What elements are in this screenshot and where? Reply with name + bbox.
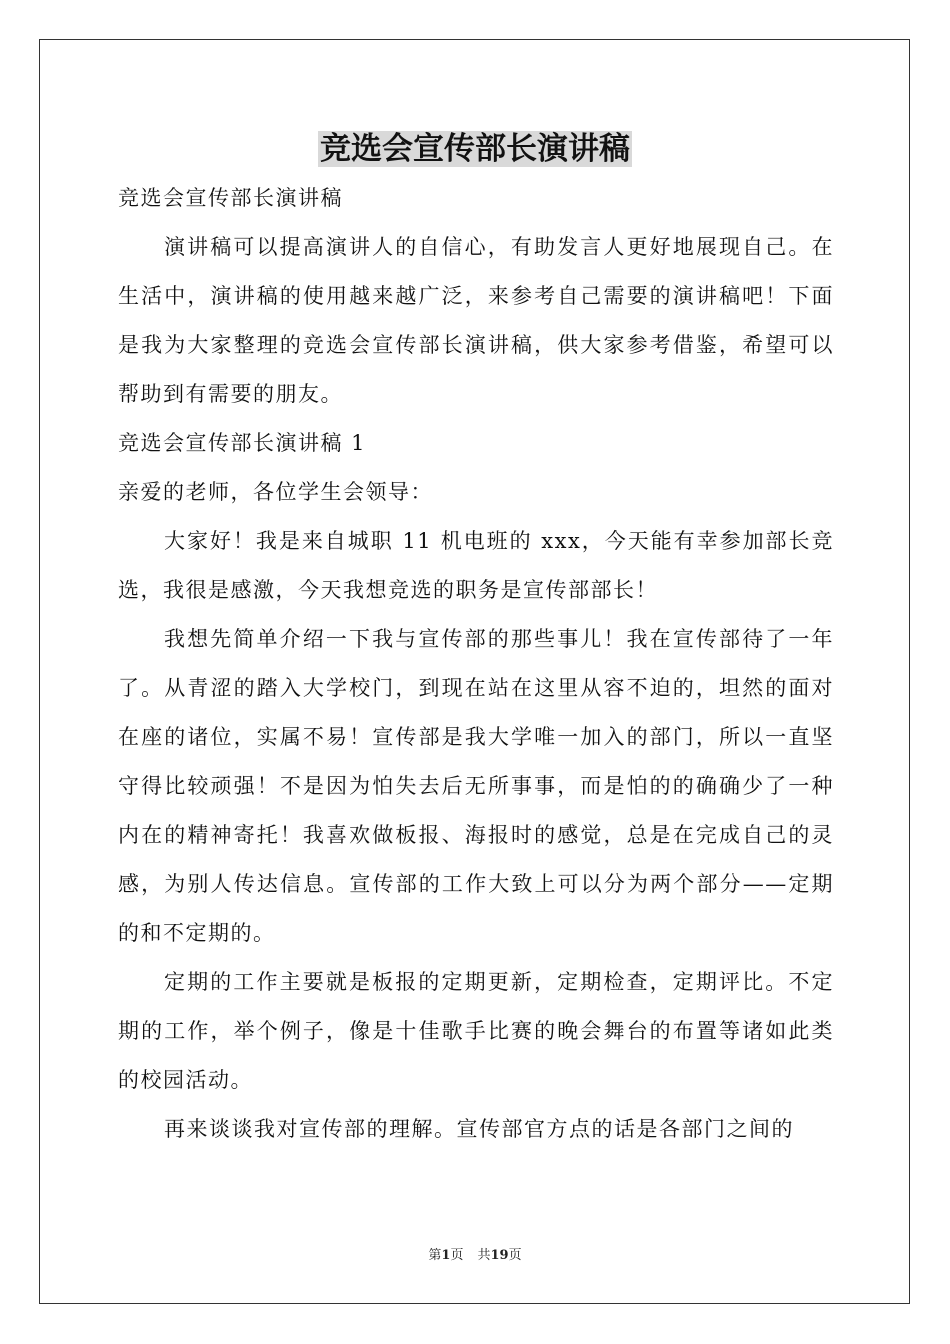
page-number: 1 (441, 1248, 451, 1263)
page-suffix: 页 (450, 1248, 464, 1263)
page-footer (0, 1247, 950, 1265)
paragraph: 竞选会宣传部长演讲稿 (118, 186, 343, 210)
document-title-text: 竞选会宣传部长演讲稿 (320, 131, 630, 167)
paragraph: 亲爱的老师，各位学生会领导： (118, 480, 433, 504)
paragraph: 大家好！我是来自城职 11 机电班的 xxx，今天能有幸参加部长竞选，我很是感激，今天我想竞选的职务是宣传部部长！ (118, 529, 834, 602)
paragraph: 竞选会宣传部长演讲稿 1 (118, 431, 367, 455)
paragraph: 我想先简单介绍一下我与宣传部的那些事儿！我在宣传部待了一年了。从青涩的踏入大学校门，到现在站在这里从容不迫的，坦然的面对在座的诸位，实属不易！宣传部是我大学唯一加入的部门，所以一直坚守得比较顽强！不是因为怕失去后无所事事，而是怕的的确确少了一种内在的精神寄托！我喜欢做板报、海报时的感觉，总是在完成自己的灵感，为别人传达信息。宣传部的工作大致上可以分为两个部分——定期的和不定期的。 (118, 627, 834, 945)
page-prefix: 第 (428, 1248, 442, 1263)
total-prefix: 共 (477, 1248, 491, 1263)
document-title (0, 128, 950, 170)
document-body (118, 174, 834, 1154)
total-suffix: 页 (508, 1248, 522, 1263)
total-pages: 19 (490, 1248, 509, 1263)
paragraph: 再来谈谈我对宣传部的理解。宣传部官方点的话是各部门之间的 (164, 1117, 794, 1141)
paragraph: 演讲稿可以提高演讲人的自信心，有助发言人更好地展现自己。在生活中，演讲稿的使用越来越广泛，来参考自己需要的演讲稿吧！下面是我为大家整理的竞选会宣传部长演讲稿，供大家参考借鉴，希望可以帮助到有需要的朋友。 (118, 235, 834, 406)
paragraph: 定期的工作主要就是板报的定期更新，定期检查，定期评比。不定期的工作，举个例子，像是十佳歌手比赛的晚会舞台的布置等诸如此类的校园活动。 (118, 970, 834, 1092)
